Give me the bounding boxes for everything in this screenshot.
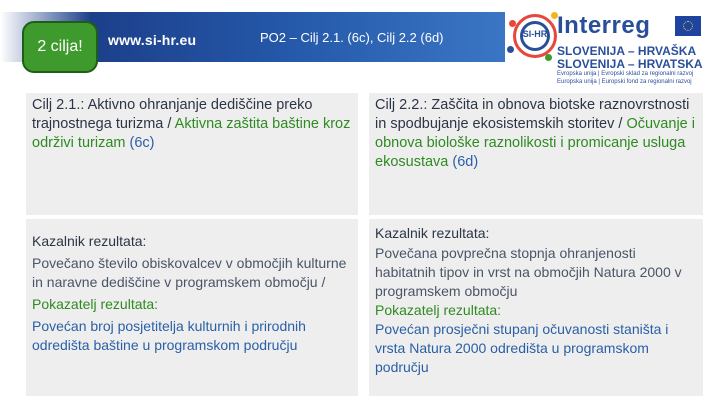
goal-2-2-code: (6d): [452, 154, 479, 170]
goal-2-2-title: [375, 96, 697, 172]
indicator-text-hr: Povećan prosječni stupanj očuvanosti staništa i vrsta Natura 2000 odredišta u programskom području: [375, 321, 669, 375]
goal-count-label: 2 cilja!: [37, 38, 83, 55]
website-url[interactable]: www.si-hr.eu: [108, 32, 197, 48]
emblem-dot-icon: [507, 46, 514, 53]
goal-2-1-title: [32, 96, 352, 153]
emblem-text: SI-HR: [522, 29, 548, 39]
indicator-label-si: Kazalnik rezultata:: [375, 225, 490, 241]
emblem-dot-icon: [509, 20, 516, 27]
eu-flag-icon: [675, 16, 701, 36]
goal-2-1-title-box: [26, 93, 358, 215]
goal-2-2-title-si: Cilj 2.2.: Zaščita in obnova biotske raznovrstnosti in spodbujanje ekosistemskih storitev /: [375, 97, 690, 132]
si-hr-emblem: [513, 14, 557, 58]
indicator-text-si: Povečana povprečna stopnja ohranjenosti habitatnih tipov in vrst na območjih Natura 2000 v programskem območju: [375, 245, 682, 299]
goal-2-2-indicator-box: [369, 219, 703, 396]
indicator-label-hr: Pokazatelj rezultata:: [32, 296, 159, 312]
goal-2-1-title-si: Cilj 2.1.: Aktivno ohranjanje dediščine preko trajnostnega turizma /: [32, 97, 313, 132]
logo-country-line-si: SLOVENIJA – HRVAŠKA: [557, 44, 697, 58]
indicator-text-hr: Povećan broj posjetitelja kulturnih i prirodnih odredišta baštine u programskom području: [32, 318, 306, 353]
goal-count-badge: [22, 21, 98, 73]
interreg-logo: [505, 0, 720, 88]
logo-country-line-hr: SLOVENIJA – HRVATSKA: [557, 57, 703, 71]
indicator-label-hr: Pokazatelj rezultata:: [375, 302, 502, 318]
logo-fund-line-hr: Europska unija | Europski fond za regionalni razvoj: [557, 79, 692, 85]
indicator-text-si: Povečano število obiskovalcev v območjih kulturne in naravne dediščine v programskem območju /: [32, 255, 347, 290]
priority-axis-title: PO2 – Cilj 2.1. (6c), Cilj 2.2 (6d): [260, 30, 444, 45]
emblem-dot-icon: [545, 54, 552, 61]
interreg-wordmark: Interreg: [557, 12, 651, 39]
goal-2-2-title-box: [369, 93, 703, 215]
logo-fund-line-si: Evropska unija | Evropski sklad za regionalni razvoj: [557, 71, 694, 77]
goal-2-1-code: (6c): [129, 135, 155, 151]
goal-2-1-indicator-box: [26, 219, 358, 396]
goal-2-2-title-hr: Očuvanje i obnova biološke raznolikosti i promicanje usluga ekosustava: [375, 116, 695, 170]
goal-2-1-title-hr: Aktivna zaštita baštine kroz održivi turizam: [32, 116, 351, 151]
indicator-label-si: Kazalnik rezultata:: [32, 233, 147, 249]
